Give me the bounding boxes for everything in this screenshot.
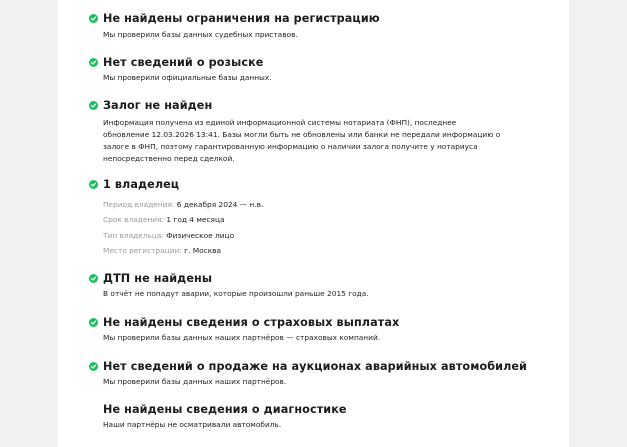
owner-row-type (103, 230, 234, 242)
owner-row-value: г. Москва (184, 246, 222, 255)
check-circle-icon (89, 101, 98, 110)
check-circle-icon (89, 180, 98, 189)
section-desc-accidents: В отчёт не попадут аварии, которые произошли раньше 2015 года. (103, 289, 369, 298)
owner-row-key: Тип владельца: (103, 231, 164, 240)
section-desc-insurance-payouts: Мы проверили базы данных наших партнёров — страховых компаний. (103, 333, 381, 342)
section-title-auctions: Нет сведений о продаже на аукционах аварийных автомобилей (103, 360, 527, 373)
report-card (58, 0, 569, 447)
section-title-diagnostics: Не найдены сведения о диагностике (103, 403, 347, 416)
owner-row-duration (103, 214, 225, 226)
owner-row-value: 6 декабря 2024 — н.в. (176, 200, 264, 209)
check-circle-icon (89, 58, 98, 67)
section-desc-pledge-line-2: обновление 12.03.2026 13:41. Базы могли быть не обновлены или банки не передали информацию о (103, 130, 501, 139)
section-title-owners: 1 владелец (103, 178, 180, 191)
owner-row-key: Срок владения: (103, 215, 165, 224)
section-desc-wanted: Мы проверили официальные базы данных. (103, 73, 272, 82)
owner-row-key: Место регистрации: (103, 246, 182, 255)
check-circle-icon (89, 318, 98, 327)
check-circle-icon (89, 362, 98, 371)
section-title-registration-restrictions: Не найдены ограничения на регистрацию (103, 12, 380, 25)
section-desc-diagnostics: Наши партнёры не осматривали автомобиль. (103, 420, 282, 429)
owner-row-period (103, 199, 263, 211)
section-desc-auctions: Мы проверили базы данных наших партнёров. (103, 377, 287, 386)
section-title-insurance-payouts: Не найдены сведения о страховых выплатах (103, 316, 400, 329)
owner-row-value: Физическое лицо (166, 231, 235, 240)
section-title-pledge: Залог не найден (103, 99, 213, 112)
section-title-accidents: ДТП не найдены (103, 272, 213, 285)
owner-row-registration-place (103, 245, 221, 257)
check-circle-icon (89, 14, 98, 23)
section-desc-pledge-line-1: Информация получена из единой информационной системы нотариата (ФНП), последнее (103, 118, 457, 127)
section-desc-registration-restrictions: Мы проверили базы данных судебных приставов. (103, 30, 298, 39)
section-desc-pledge-line-4: непосредственно перед сделкой. (103, 154, 235, 163)
section-title-wanted: Нет сведений о розыске (103, 56, 264, 69)
owner-row-value: 1 год 4 месяца (166, 215, 225, 224)
section-desc-pledge-line-3: залоге в ФНП, поэтому гарантированную информацию о наличии залога получите у нотариуса (103, 142, 478, 151)
owner-row-key: Период владения: (103, 200, 175, 209)
check-circle-icon (89, 274, 98, 283)
